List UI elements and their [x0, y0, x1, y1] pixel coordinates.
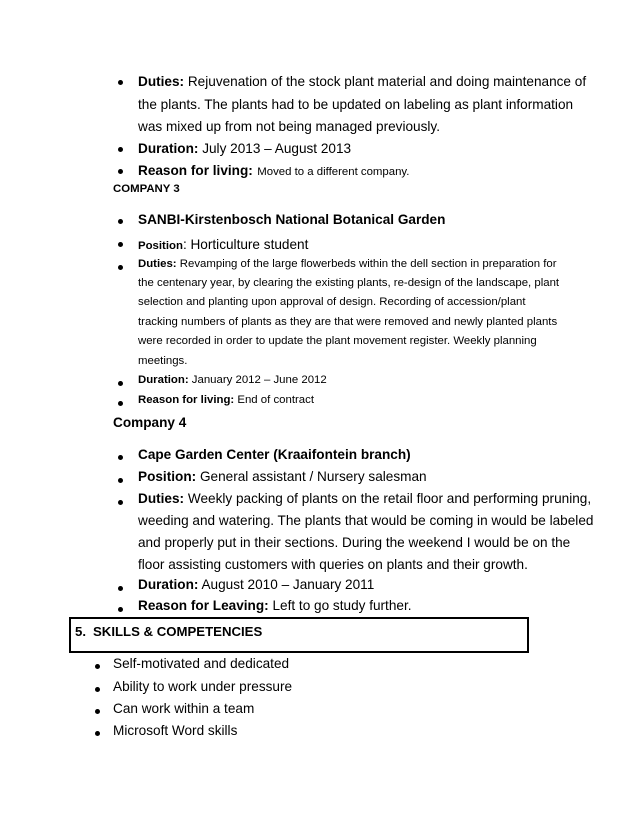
bullet — [118, 169, 123, 174]
duties-line — [138, 491, 591, 506]
bullet — [118, 478, 123, 483]
duration-value: July 2013 – August 2013 — [202, 141, 352, 156]
reason-line — [138, 162, 409, 180]
reason-value: End of contract — [237, 394, 314, 406]
position-value: General assistant / Nursery salesman — [199, 469, 427, 484]
duration-label: Duration: — [138, 374, 189, 386]
section-title: SKILLS & COMPETENCIES — [93, 624, 263, 639]
duties-line: were recorded in order to update the plant movement register. Weekly planning — [138, 335, 537, 347]
reason-line — [138, 598, 412, 613]
skill-item: Can work within a team — [113, 701, 255, 716]
reason-label: Reason for living: — [138, 163, 253, 178]
reason-label: Reason for living: — [138, 394, 235, 406]
duties-text: Rejuvenation of the stock plant material and doing maintenance of — [187, 74, 587, 89]
duties-line: floor assisting customers with queries on plants and their growth. — [138, 557, 528, 572]
skill-item: Ability to work under pressure — [113, 679, 293, 694]
skill-item: Microsoft Word skills — [113, 723, 238, 738]
duties-text: Weekly packing of plants on the retail floor and performing pruning, — [187, 491, 592, 506]
section-number: 5. — [75, 624, 86, 639]
duration-line — [138, 141, 351, 156]
position-line — [138, 236, 308, 254]
bullet — [95, 709, 100, 714]
bullet — [118, 381, 123, 386]
company-name: Cape Garden Center (Kraaifontein branch) — [138, 447, 411, 462]
duration-line — [138, 577, 374, 592]
company-name: SANBI-Kirstenbosch National Botanical Garden — [138, 212, 446, 227]
duties-line: meetings. — [138, 355, 188, 367]
position-value: : Horticulture student — [182, 237, 309, 252]
duration-label: Duration: — [138, 577, 199, 592]
reason-value: Left to go study further. — [272, 598, 412, 613]
reason-value: Moved to a different company. — [257, 166, 410, 178]
bullet — [95, 664, 100, 669]
bullet — [118, 401, 123, 406]
duties-line: and properly put in their sections. During the weekend I would be on the — [138, 535, 571, 550]
bullet — [118, 242, 123, 247]
bullet — [95, 687, 100, 692]
duties-line — [138, 74, 586, 89]
bullet — [118, 607, 123, 612]
reason-line — [138, 394, 314, 406]
bullet — [118, 500, 123, 505]
duties-line: the plants. The plants had to be updated on labeling as plant information — [138, 97, 574, 112]
duties-line: was mixed up from not being managed previously. — [138, 119, 440, 134]
bullet — [118, 147, 123, 152]
duration-line — [138, 374, 327, 386]
duties-label: Duties: — [138, 258, 177, 270]
duties-line: selection and planting upon approval of design. Recording of accession/plant — [138, 296, 526, 308]
duties-line — [138, 258, 557, 270]
duration-value: August 2010 – January 2011 — [201, 577, 375, 592]
duties-line: weeding and watering. The plants that would be coming in would be labeled — [138, 513, 594, 528]
bullet — [118, 80, 123, 85]
bullet — [118, 455, 123, 460]
duties-label: Duties: — [138, 74, 185, 89]
duration-label: Duration: — [138, 141, 199, 156]
bullet — [95, 731, 100, 736]
duties-text: Revamping of the large flowerbeds within the dell section in preparation for — [179, 258, 557, 270]
duties-label: Duties: — [138, 491, 185, 506]
company-heading: Company 4 — [113, 415, 187, 430]
reason-label: Reason for Leaving: — [138, 598, 269, 613]
position-line — [138, 469, 427, 484]
bullet — [118, 586, 123, 591]
position-label: Position — [138, 240, 183, 252]
duties-line: the centenary year, by clearing the existing plants, re-design of the landscape, plant — [138, 277, 560, 289]
skill-item: Self-motivated and dedicated — [113, 656, 290, 671]
position-label: Position: — [138, 469, 197, 484]
bullet — [118, 265, 123, 270]
duration-value: January 2012 – June 2012 — [191, 374, 327, 386]
bullet — [118, 219, 123, 224]
section-heading-box — [69, 617, 529, 653]
company-heading: COMPANY 3 — [113, 183, 180, 195]
duties-line: tracking numbers of plants as they are that were removed and newly planted plants — [138, 316, 558, 328]
